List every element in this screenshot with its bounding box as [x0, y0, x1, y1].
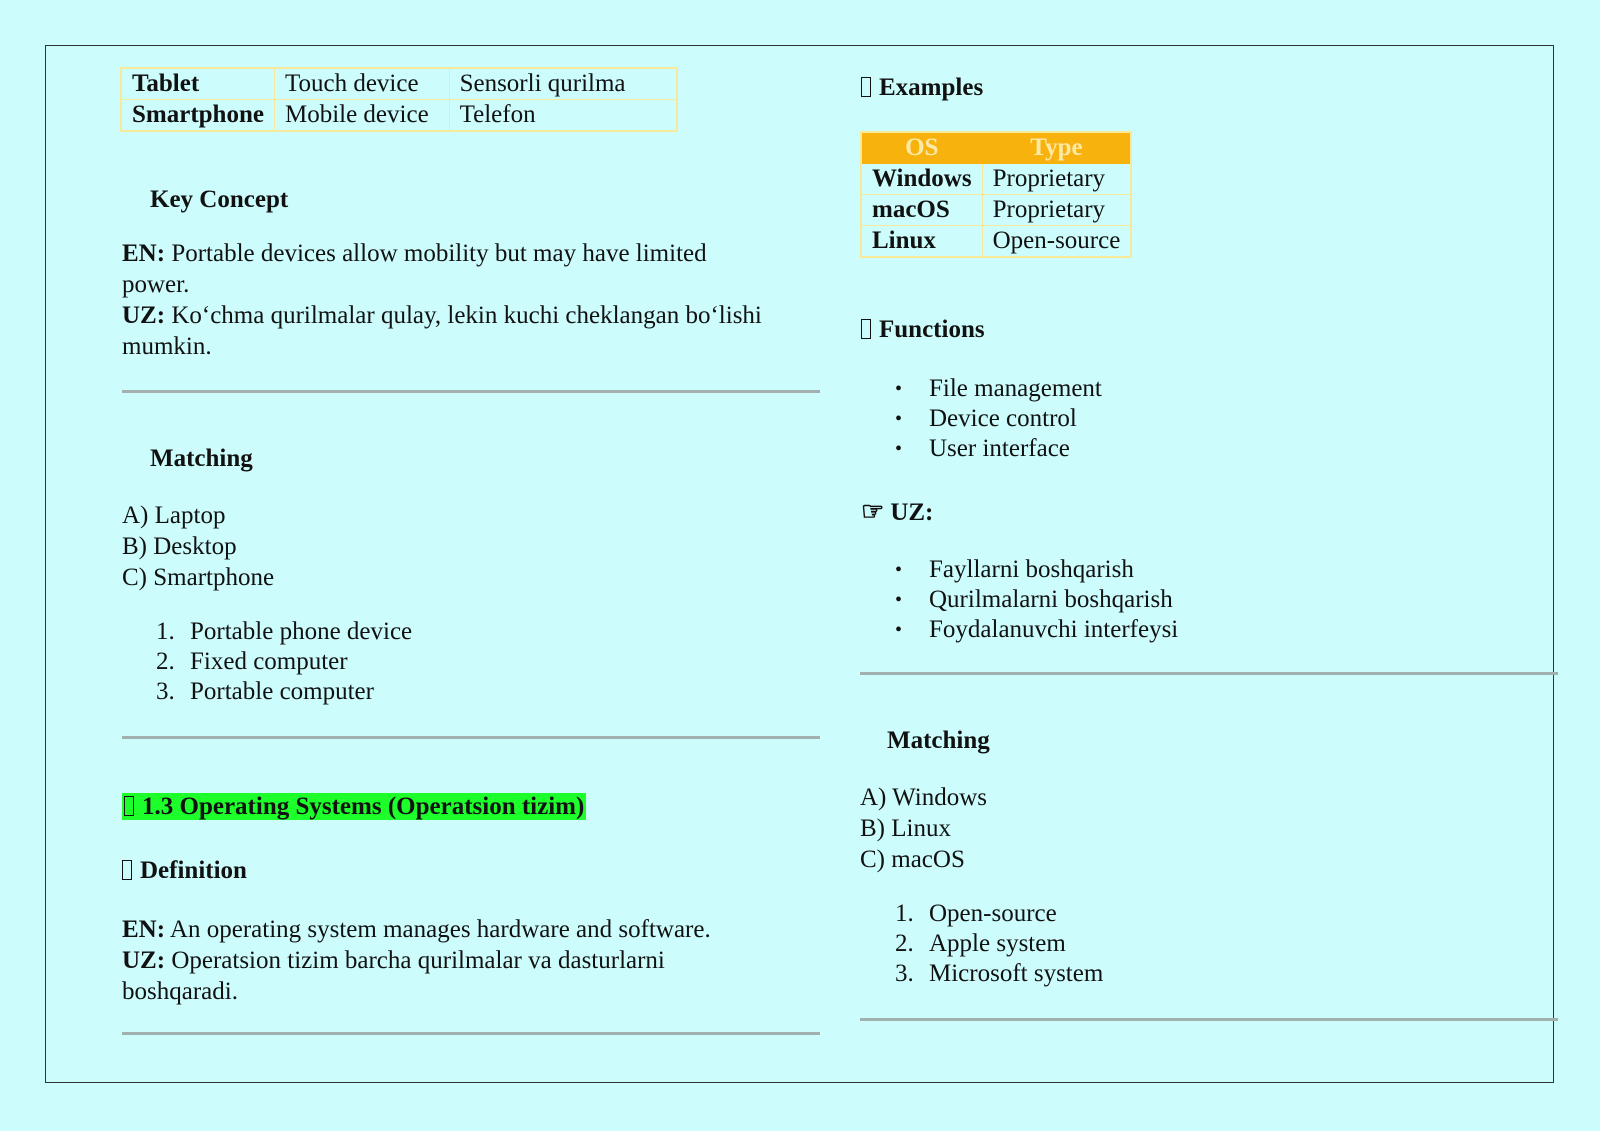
list-item: A) Laptop	[122, 502, 226, 529]
examples-heading	[861, 72, 983, 103]
table-row	[861, 164, 1131, 195]
definition-en	[122, 914, 772, 945]
item-text: Microsoft system	[929, 960, 1104, 987]
definition-heading	[122, 855, 247, 886]
os-name: Linux	[861, 226, 982, 258]
section-heading	[122, 791, 586, 822]
item-text: Fixed computer	[190, 648, 348, 675]
item-text: Portable computer	[190, 678, 374, 705]
list-item	[895, 585, 1178, 615]
table-header: OS	[861, 132, 982, 164]
bullet-icon: •	[895, 438, 903, 460]
divider	[860, 672, 1558, 675]
list-item	[895, 615, 1179, 645]
bullet-icon: •	[895, 589, 903, 611]
item-text: Fayllarni boshqarish	[929, 556, 1134, 583]
list-item: C) macOS	[860, 846, 965, 873]
vocab-term: Tablet	[121, 68, 274, 100]
missing-glyph-box-icon	[861, 77, 871, 97]
os-type: Proprietary	[982, 164, 1131, 195]
list-item: C) Smartphone	[122, 564, 275, 591]
missing-glyph-box-icon	[124, 796, 134, 816]
table-header-row	[861, 132, 1131, 164]
list-item	[895, 374, 1102, 404]
divider	[122, 736, 820, 739]
bullet-icon: •	[895, 408, 903, 430]
vocab-term: Smartphone	[121, 100, 274, 132]
matching-left-options	[122, 500, 274, 593]
divider	[860, 1018, 1558, 1021]
key-concept-body	[122, 238, 762, 362]
matching-left-answers	[156, 617, 412, 707]
uz-functions-list	[895, 555, 1179, 645]
functions-list	[895, 374, 1102, 464]
item-text: User interface	[929, 435, 1070, 462]
table-header: Type	[982, 132, 1131, 164]
section-title: 1.3 Operating Systems (Operatsion tizim)	[142, 793, 585, 820]
key-concept-en	[122, 238, 762, 300]
item-number: 1.	[156, 618, 175, 645]
list-item	[895, 899, 1103, 929]
item-text: Foydalanuvchi interfeysi	[929, 616, 1179, 643]
matching-right-options	[860, 782, 987, 875]
pointing-hand-icon: ☞	[861, 497, 885, 526]
list-item	[156, 647, 412, 677]
vocab-en: Mobile device	[274, 100, 449, 132]
matching-right-title: Matching	[887, 727, 990, 754]
divider	[122, 390, 820, 393]
item-text: Open-source	[929, 900, 1057, 927]
list-item: B) Linux	[860, 815, 951, 842]
vocab-table	[120, 67, 678, 132]
uz-text: Koʻchma qurilmalar qulay, lekin kuchi cheklangan boʻlishi mumkin.	[122, 302, 762, 360]
item-number: 3.	[895, 960, 914, 987]
item-number: 2.	[156, 648, 175, 675]
item-text: Portable phone device	[190, 618, 413, 645]
definition-uz	[122, 945, 772, 1007]
missing-glyph-box-icon	[122, 860, 132, 880]
examples-title: Examples	[879, 74, 984, 101]
table-row	[861, 226, 1131, 258]
functions-heading	[861, 314, 985, 345]
list-item	[895, 555, 1178, 585]
en-label: EN:	[122, 240, 166, 267]
key-concept-uz	[122, 300, 762, 362]
item-number: 2.	[895, 930, 914, 957]
en-text: Portable devices allow mobility but may have limited power.	[122, 240, 707, 298]
item-number: 3.	[156, 678, 175, 705]
list-item	[895, 434, 1102, 464]
os-name: macOS	[861, 195, 982, 226]
vocab-uz: Sensorli qurilma	[449, 68, 676, 100]
list-item	[895, 404, 1102, 434]
bullet-icon: •	[895, 559, 903, 581]
table-row	[861, 195, 1131, 226]
list-item	[895, 929, 1103, 959]
bullet-icon: •	[895, 378, 903, 400]
bullet-icon: •	[895, 619, 903, 641]
vocab-en: Touch device	[274, 68, 449, 100]
uz-functions-title: UZ:	[890, 499, 934, 526]
definition-body	[122, 914, 772, 1007]
definition-title: Definition	[140, 857, 247, 884]
uz-label: UZ:	[122, 947, 166, 974]
uz-functions-heading	[861, 496, 933, 528]
os-type: Proprietary	[982, 195, 1131, 226]
item-text: Qurilmalarni boshqarish	[929, 586, 1173, 613]
list-item	[895, 959, 1103, 989]
table-row	[121, 100, 677, 132]
table-row	[121, 68, 677, 100]
item-text: Device control	[929, 405, 1077, 432]
section-highlight	[122, 793, 586, 820]
list-item: B) Desktop	[122, 533, 237, 560]
item-text: File management	[929, 375, 1102, 402]
functions-title: Functions	[879, 316, 985, 343]
list-item	[156, 677, 412, 707]
en-text: An operating system manages hardware and software.	[165, 916, 711, 943]
list-item	[156, 617, 412, 647]
uz-text: Operatsion tizim barcha qurilmalar va dasturlarni boshqaradi.	[122, 947, 665, 1005]
os-name: Windows	[861, 164, 982, 195]
en-label: EN:	[122, 916, 166, 943]
item-text: Apple system	[929, 930, 1066, 957]
list-item: A) Windows	[860, 784, 988, 811]
os-type: Open-source	[982, 226, 1131, 258]
uz-label: UZ:	[122, 302, 166, 329]
vocab-uz: Telefon	[449, 100, 676, 132]
key-concept-title: Key Concept	[150, 186, 289, 213]
missing-glyph-box-icon	[861, 319, 871, 339]
item-number: 1.	[895, 900, 914, 927]
matching-left-title: Matching	[150, 445, 253, 472]
os-table	[860, 131, 1132, 258]
divider	[122, 1032, 820, 1035]
matching-right-answers	[895, 899, 1103, 989]
